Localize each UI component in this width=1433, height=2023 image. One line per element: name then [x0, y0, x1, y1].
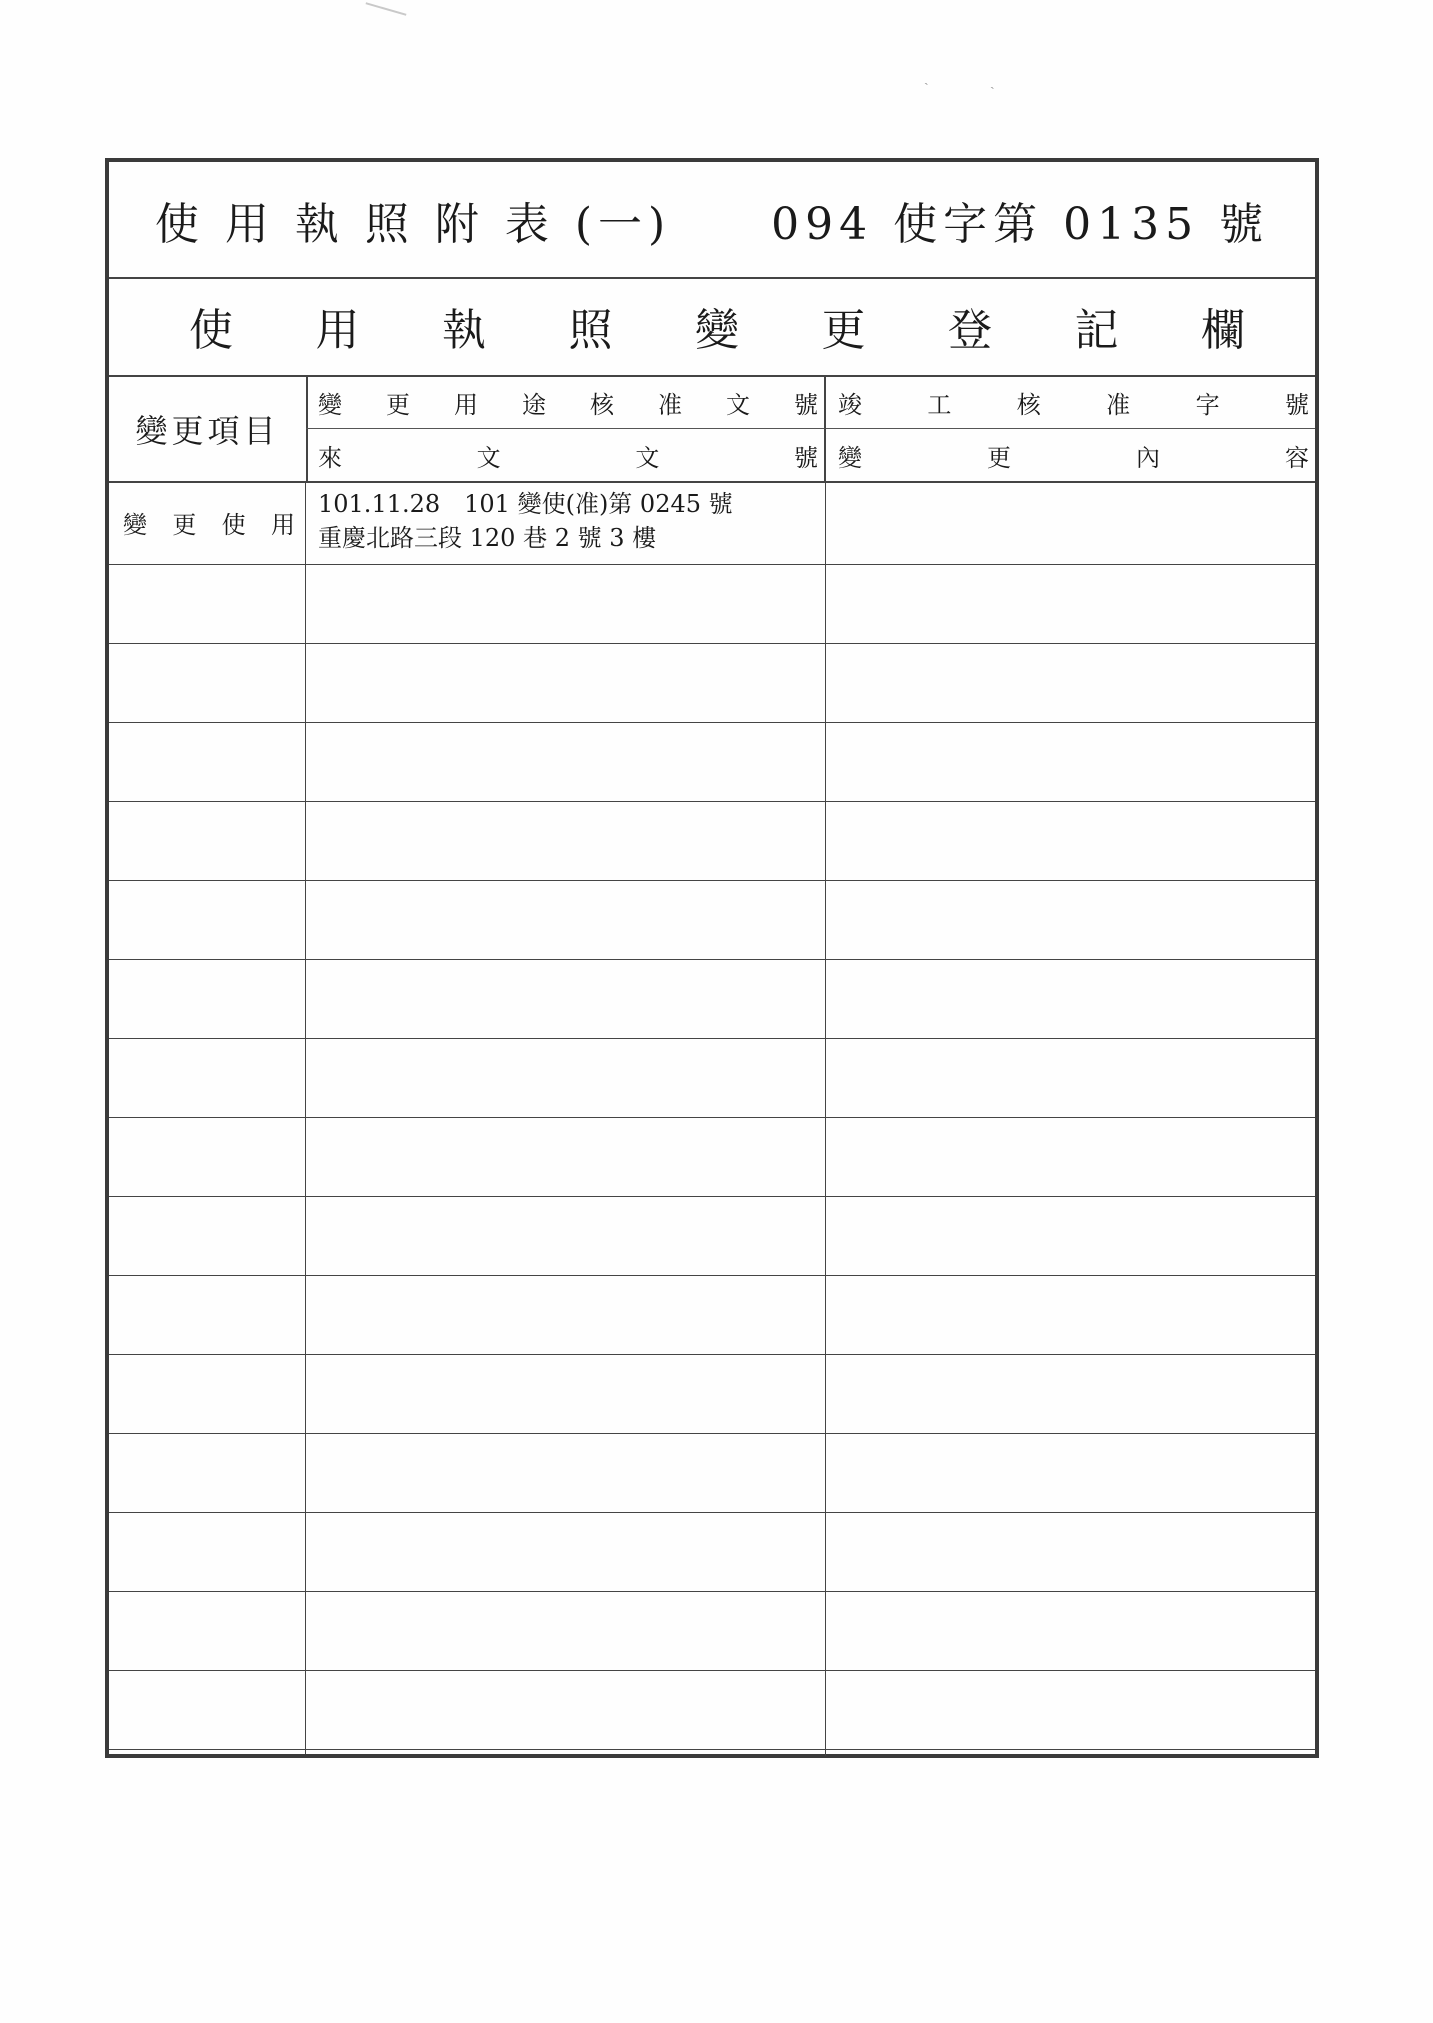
row-doc-cell: [306, 481, 826, 564]
row-item-cell: [109, 1197, 306, 1275]
row-doc-cell: [306, 881, 826, 959]
row-doc-cell: [306, 1592, 826, 1670]
header-completion-approval-no: 竣 工 核 准 字 號: [826, 377, 1315, 429]
usage-permit-attachment-table: [105, 158, 1319, 1758]
table-row: [109, 1671, 1315, 1750]
row-content-cell: [826, 960, 1315, 1038]
row-item-cell: [109, 644, 306, 722]
row-doc-cell: [306, 1197, 826, 1275]
table-row: [109, 1513, 1315, 1592]
row-item-cell: [109, 1750, 306, 1754]
table-row: [109, 1434, 1315, 1513]
row-item-cell: [109, 1434, 306, 1512]
subtitle-char: 欄: [1201, 305, 1245, 356]
subtitle-char: 照: [568, 305, 613, 356]
row-item-cell: [109, 1355, 306, 1433]
row-item-cell: [109, 960, 306, 1038]
row-content-cell: [826, 1434, 1315, 1512]
subtitle-char: 記: [1074, 305, 1119, 356]
row-doc-cell: [306, 644, 826, 722]
row-item-cell: [109, 1039, 306, 1117]
row-doc-cell: [306, 1434, 826, 1512]
row-doc-cell: [306, 565, 826, 643]
title-label: 使 用 執 照 附 表 (一): [154, 198, 672, 250]
row-content-cell: [826, 565, 1315, 643]
table-row: [109, 1039, 1315, 1118]
row-content-cell: [826, 1355, 1315, 1433]
subtitle-char: 用: [315, 305, 360, 356]
table-row: [109, 565, 1315, 644]
table-row: [109, 644, 1315, 723]
header-change-item: 變更項目: [109, 377, 308, 481]
row-content-cell: [826, 1513, 1315, 1591]
scan-speck: ˏ: [990, 74, 995, 90]
scan-speck: ˎ: [924, 70, 929, 86]
row-content-cell: [826, 802, 1315, 880]
row-doc-cell: [306, 1750, 826, 1756]
row-content-cell: [826, 1276, 1315, 1354]
subtitle-char: 更: [821, 305, 866, 356]
row-content-cell: [826, 1118, 1315, 1196]
row-doc-cell: [306, 1118, 826, 1196]
table-row: [109, 481, 1315, 565]
subtitle-char: 執: [442, 305, 486, 356]
row-content-cell: [826, 481, 1315, 564]
permit-number: 094 使字第 0135 號: [771, 198, 1270, 250]
table-row: [109, 802, 1315, 881]
row-content-cell: [826, 644, 1315, 722]
row-doc-cell: [306, 960, 826, 1038]
row-content-cell: [826, 1197, 1315, 1275]
table-row: [109, 960, 1315, 1039]
row-item-cell: 變 更 使 用: [109, 481, 306, 564]
row-doc-cell: [306, 1039, 826, 1117]
subtitle-char: 變: [695, 305, 739, 356]
table-row: [109, 1750, 1315, 1754]
table-row: [109, 1355, 1315, 1434]
document-title: [155, 188, 1269, 252]
row-item-cell: [109, 723, 306, 801]
header-change-content: 變 更 內 容: [838, 443, 1309, 472]
row-item-cell: [109, 1592, 306, 1670]
row-item-cell: [109, 802, 306, 880]
subtitle-row: [109, 277, 1315, 377]
row-content-cell: [826, 1039, 1315, 1117]
row-doc-cell: [306, 1513, 826, 1591]
title-row: [109, 162, 1315, 279]
header-change-use-approval-no: 變 更 用 途 核 准 文 號: [306, 377, 826, 429]
table-header: [109, 377, 1315, 483]
row-item-cell: [109, 1513, 306, 1591]
row-item-cell: [109, 881, 306, 959]
row-item-cell: [109, 1118, 306, 1196]
table-row: [109, 1197, 1315, 1276]
subtitle-char: 登: [948, 305, 992, 356]
table-row: [109, 1118, 1315, 1197]
row-doc-cell: [306, 1671, 826, 1749]
table-row: [109, 723, 1315, 802]
row-item-cell: [109, 1671, 306, 1749]
row-content-cell: [826, 1750, 1315, 1754]
table-row: [109, 1592, 1315, 1671]
row-doc-cell: [306, 1355, 826, 1433]
row-doc-line-1: 101.11.28 101 變使(准)第 0245 號: [318, 490, 733, 518]
row-content-cell: [826, 1671, 1315, 1749]
row-doc-cell: [306, 1276, 826, 1354]
row-item-cell: [109, 565, 306, 643]
table-row: [109, 881, 1315, 960]
subtitle-char: 使: [189, 305, 233, 356]
header-incoming-doc-no: 來 文 文 號: [306, 429, 826, 481]
row-doc-line-2: 重慶北路三段 120 巷 2 號 3 樓: [318, 524, 657, 552]
row-content-cell: [826, 723, 1315, 801]
row-doc-cell: [306, 723, 826, 801]
row-item-cell: [109, 1276, 306, 1354]
row-doc-cell: [306, 802, 826, 880]
row-content-cell: [826, 1592, 1315, 1670]
row-content-cell: [826, 881, 1315, 959]
table-row: [109, 1276, 1315, 1355]
